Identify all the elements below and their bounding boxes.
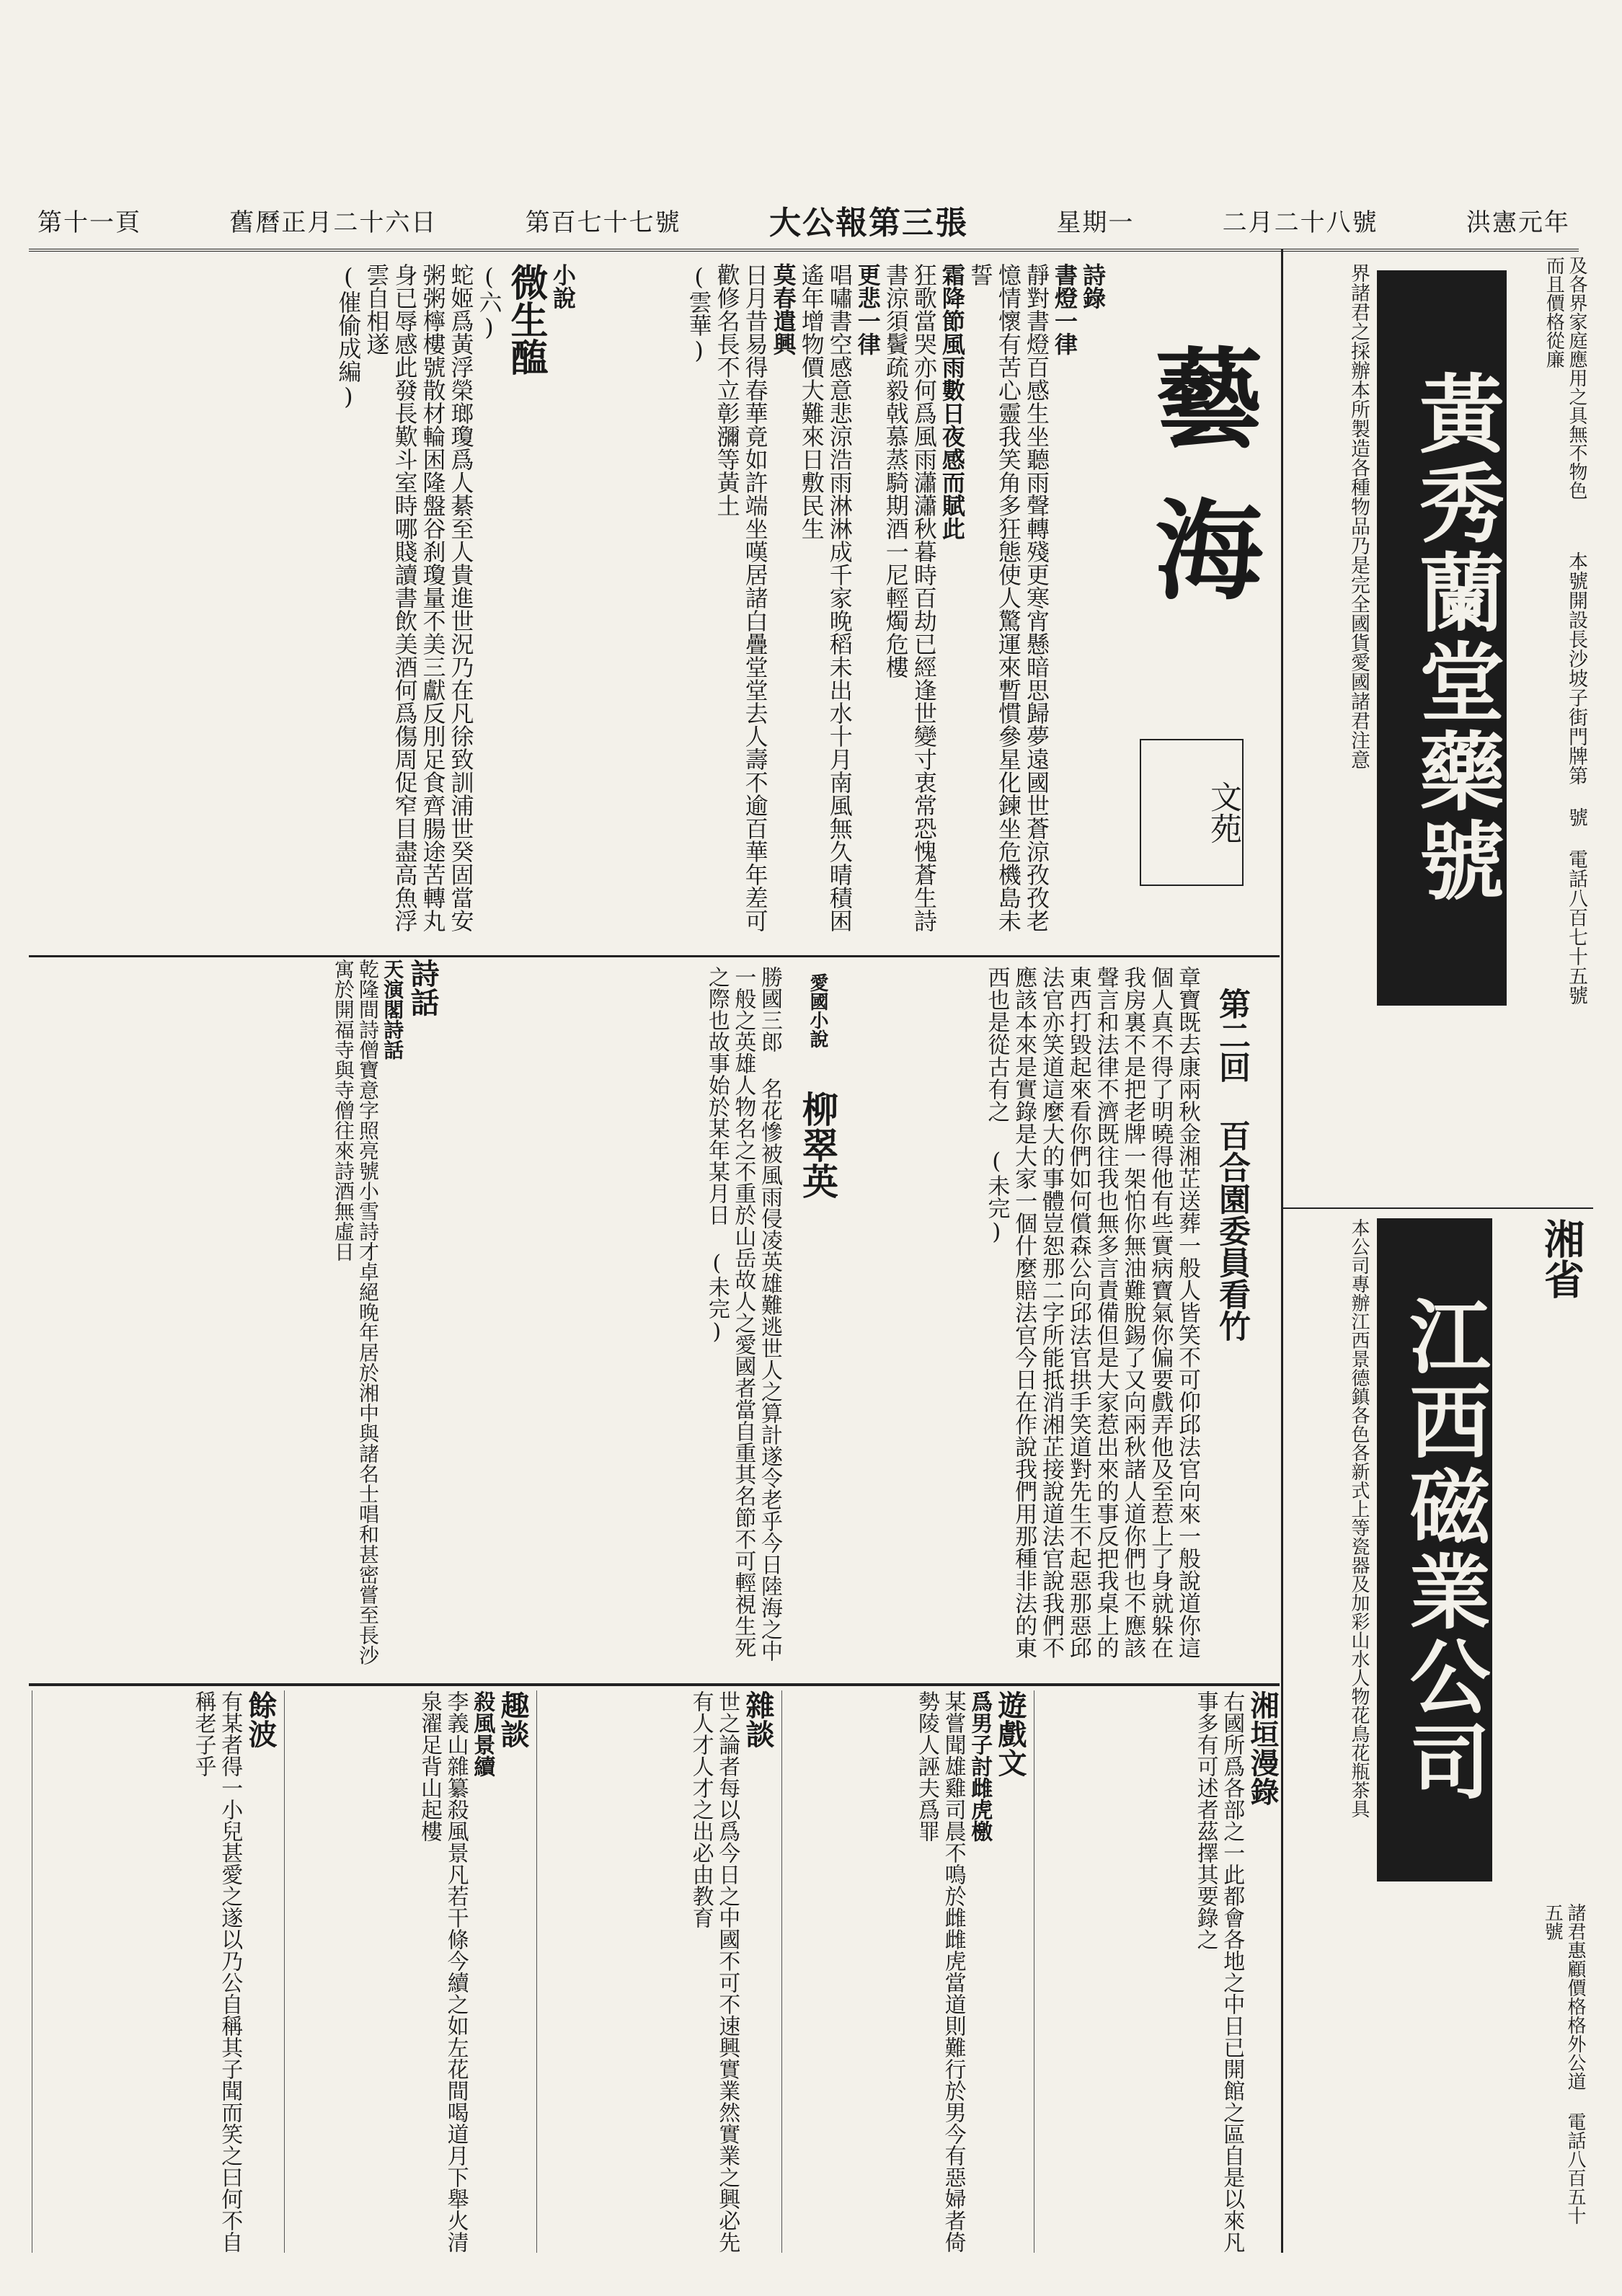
novel-tag: 小說: [549, 263, 577, 309]
year-label: 洪憲元年: [1466, 208, 1570, 237]
bottom-columns: [29, 1690, 1280, 2253]
subsection-label: 文苑: [1140, 739, 1244, 886]
bottom-col-2-title: 遊戲文: [993, 1690, 1027, 1777]
bottom-col-4-text: 李義山雜纂殺風景凡若干條今續之如左花間喝道月下舉火清泉濯足背山起樓: [417, 1690, 469, 2253]
poetry-talk-title: 天演閣詩話: [381, 959, 405, 1060]
section-title: 藝海: [1136, 342, 1263, 645]
bottom-col-5-title: 餘波: [244, 1690, 278, 1748]
weekday-label: 星期一: [1056, 208, 1135, 237]
novel-text: 蛇姬爲黃浮榮瑯瓊爲人綦至人貴進世況乃在凡徐致訓浦世癸固當安粥粥檸樓號散材輪困隆盤谷刹瓊量不美三獻反刖足食齊腸途苦轉丸身已辱感此發長歎斗室時哪賤讀書飲美酒何爲傷周促窄目盡高魚浮雲自相遂: [363, 263, 475, 932]
ad-address: 本號開設長沙坡子街門牌第 號 電話八百七十五號: [1565, 551, 1587, 1005]
poetry-talk-text: 乾隆間詩僧寶意字照亮號小雪詩才卓絕晚年居於湘中與諸名士唱和甚密嘗至長沙寓於開福寺與寺僧往來詩酒無虛日: [331, 959, 381, 1665]
issue-label: 第百七十七號: [525, 208, 681, 237]
ad-bottom-text-2: 諸君惠顧價格格外公道 電話八百五十五號: [1541, 1903, 1586, 2225]
ad-brand-banner-2: 江西磁業公司: [1377, 1218, 1492, 1881]
bottom-col-4: [284, 1690, 530, 2253]
main-body: [29, 249, 1280, 2253]
bottom-col-1-text: 右國所爲各部之一此都會各地之中日已開館之區自是以來凡事多有可述者茲擇其要錄之: [1192, 1690, 1245, 2253]
advertisement-column: [1281, 249, 1593, 2253]
novel-author: (催偷成編): [334, 263, 363, 410]
story-title: [1207, 988, 1251, 1391]
lower-section: [29, 959, 1280, 2253]
bottom-col-4-sub: 殺風景續: [469, 1690, 495, 1777]
bottom-col-1: [1034, 1690, 1280, 2253]
serial-note: (未完): [704, 1251, 730, 1344]
serial-body: [443, 966, 782, 1672]
story-body: [854, 966, 1200, 1672]
poem-text-2: 狂歌當哭亦何爲風雨瀟瀟秋暮時百劫已經逢世變寸衷常恐愧蒼生詩書涼須鬢疏毅戟慕蒸騎期酒一尼輕燭危樓: [882, 263, 938, 932]
date-label: 二月二十八號: [1222, 208, 1378, 237]
poetry-talk-tag: 詩話: [406, 959, 440, 1016]
page-number: 第十一頁: [37, 208, 142, 237]
poem-text-3: 唱嘯書空感意悲涼浩雨淋淋成千家晚稻未出水十月南風無久晴積困遙年增物價大難來日敷民生: [797, 263, 854, 932]
serial-tag: 愛國小說: [807, 973, 828, 1048]
lunar-date: 舊曆正月二十六日: [229, 208, 438, 237]
section-divider: [29, 1683, 1280, 1686]
poem-author-4: (雲華): [685, 263, 713, 364]
novel-number: (六): [475, 263, 503, 341]
serial-column: [443, 959, 847, 1680]
bottom-col-3-text: 世之論者每以爲今日之中國不可不速興實業然實業之興必先有人才人才之出必由教育: [688, 1690, 740, 2253]
ad-bottom-block: [1283, 1211, 1593, 2249]
bottom-col-2-text: 某嘗聞雄雞司晨不鳴於雌雌虎當道則難行於男今有惡婦者倚勢陵人誣夫爲罪: [914, 1690, 966, 2253]
serial-author: 勝國三郎: [757, 966, 782, 1052]
bottom-col-4-title: 趣談: [496, 1690, 530, 1748]
poem-text-4: 日月昔易得春華竟如許端坐嘆居諸白疊堂堂去人壽不逾百華年差可歡修名長不立彰瀰等黃土: [713, 263, 769, 932]
serial-title: 柳翠英: [797, 1091, 839, 1199]
serial-text: 名花慘被風雨侵凌英雄難逃世人之算計遂令老乎今日陸海之中一般之英雄人物名之不重於山岳故人之愛國者當自重其名節不可輕視生死之際也故事始於某年某月日: [704, 966, 782, 1662]
upper-section: [29, 249, 1280, 957]
ad-bottom-text: 本公司專辦江西景德鎮各色各新式上等瓷器及加彩山水人物花鳥花瓶茶具: [1348, 1218, 1370, 1818]
bottom-col-3-title: 雜談: [741, 1690, 775, 1748]
story-heading: 百合園委員看竹: [1213, 1120, 1250, 1342]
bottom-col-3: [536, 1690, 775, 2253]
poem-title: 書燈一律: [1050, 263, 1078, 355]
story-chapter: 第二回: [1213, 988, 1250, 1083]
novel-title: 微生醢: [503, 263, 548, 376]
bottom-col-2-sub: 爲男子討雌虎檄: [967, 1690, 993, 1842]
poetry-block: [588, 263, 1107, 941]
poem-title-3: 更悲一律: [854, 263, 882, 355]
bottom-col-2: [781, 1690, 1027, 2253]
ad-top-block: [1283, 249, 1593, 1209]
poem-text: 靜對書燈百感生坐聽雨聲轉殘更寒宵懸暗思歸夢遠國世蒼涼孜孜老憶情懷有苦心靈我笑角多狂態使人驚運來暫慣參星化鍊坐危機島未誓: [966, 263, 1050, 932]
poem-title-4: 莫春遣興: [769, 263, 797, 355]
poetry-heading: 詩錄: [1079, 263, 1107, 309]
story-column: [854, 959, 1280, 1680]
bottom-col-5-text: 有某者得一小兒甚愛之遂以乃公自稱其子聞而笑之曰何不自稱老子乎: [190, 1690, 243, 2253]
bottom-col-5: [32, 1690, 278, 2253]
ad-top-text: 界諸君之採辦本所製造各種物品乃是完全國貨愛國諸君注意: [1347, 263, 1370, 769]
ad-notice: 及各界家庭應用之具無不物色而且價格從廉: [1543, 256, 1587, 500]
story-note: (未完): [983, 1148, 1010, 1245]
bottom-col-1-title: 湘垣漫錄: [1246, 1690, 1280, 1806]
poetry-talk-column: [29, 959, 440, 1680]
ad-brand-banner: 黃秀蘭堂藥號: [1377, 270, 1507, 1006]
ad-heading: 湘省: [1538, 1218, 1585, 1299]
poem-title-2: 霜降節風雨數日夜感而賦此: [938, 263, 966, 540]
story-text: 章寶既去康兩秋金湘芷送葬一般人皆笑不可仰邱法官向來一般說道你這個人真不得了明曉得他有些實病寶氣你偏要戲弄他及至惹上了身就躲在我房裏不是把老牌一架怕你無油難脫錫了又向兩秋諸人道你們也不應該聲言和法律不濟既往我也無多言責備但是大家惹出來的事反把我桌上的東西打毀起來看你們如何償森公向邱法官拱手笑道對先生不起惡那惡邱法官亦笑道這麼大的事體豈恕那二字所能抵消湘芷接說道法官說我們不應該本來是實錄是大家一個什麼賠法官今日在作說我們用那種非法的東西也是從古有之: [983, 966, 1200, 1659]
paper-name: 大公報第三張: [769, 205, 969, 241]
novel-block: [36, 263, 577, 941]
serial-title-group: [789, 973, 840, 1204]
masthead-strip: [29, 191, 1579, 252]
